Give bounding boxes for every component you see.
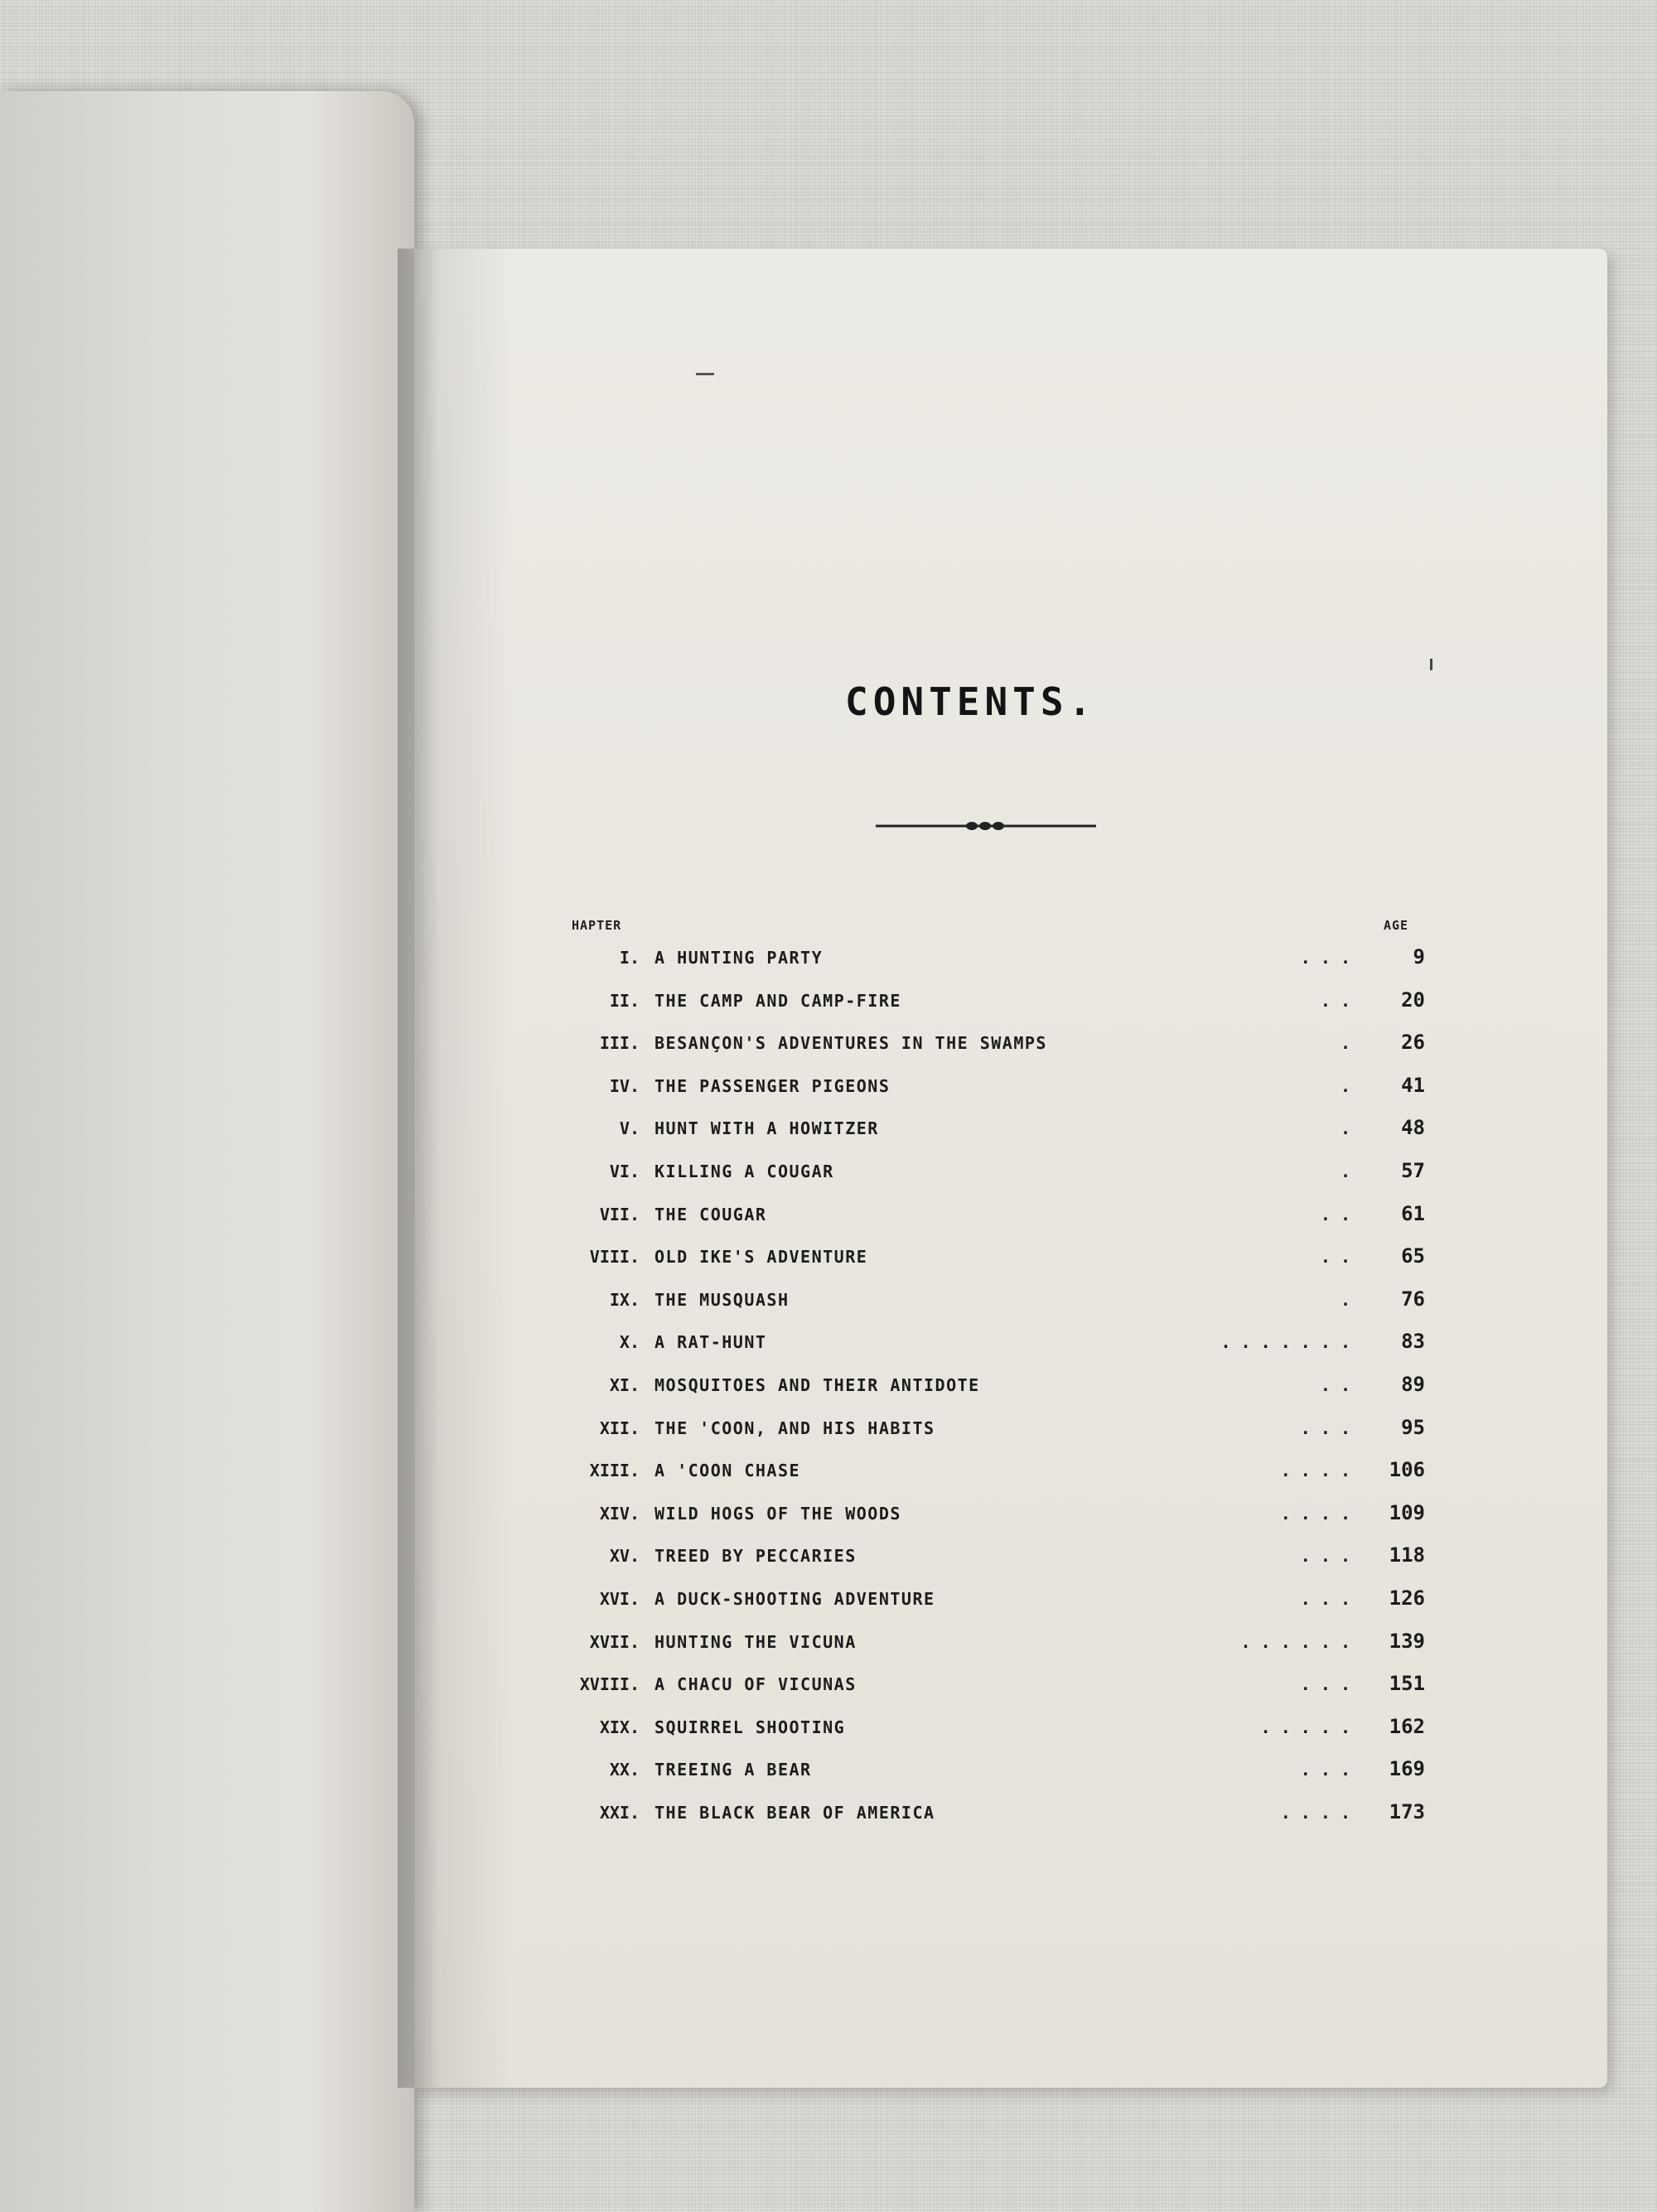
toc-row [572, 979, 1425, 1022]
page-number: 65 [1401, 1244, 1425, 1268]
toc-row [572, 1278, 1425, 1321]
chapter-title: THE MUSQUASH [655, 1289, 790, 1310]
leader-dots: . . . [1300, 1760, 1350, 1780]
leader-dots: . . [1320, 990, 1350, 1011]
page-number: 162 [1389, 1714, 1425, 1738]
leader-dots: . . . . . [1260, 1717, 1350, 1737]
leader-dots: . . . . [1280, 1802, 1350, 1823]
page-column-header: AGE [1384, 918, 1409, 933]
leader-dots: . . [1320, 1204, 1350, 1224]
chapter-number: XIX. [599, 1717, 640, 1737]
page-number: 109 [1389, 1500, 1425, 1524]
chapter-number: VI. [609, 1161, 640, 1181]
chapter-title: A 'COON CHASE [655, 1461, 801, 1481]
left-page [0, 91, 414, 2212]
chapter-title: TREED BY PECCARIES [655, 1546, 857, 1567]
toc-row [572, 1321, 1425, 1364]
chapter-number: XX. [609, 1760, 640, 1780]
chapter-title: TREEING A BEAR [655, 1760, 812, 1780]
leader-dots: . . . [1300, 1588, 1350, 1609]
chapter-number: III. [599, 1033, 640, 1054]
page-number: 173 [1389, 1799, 1425, 1823]
chapter-column-header: HAPTER [572, 918, 622, 933]
toc-row [572, 1449, 1425, 1492]
toc-row [572, 1407, 1425, 1450]
chapter-title: A CHACU OF VICUNAS [655, 1674, 857, 1695]
toc-row [572, 1021, 1425, 1065]
page-number: 26 [1401, 1031, 1425, 1055]
toc-row [572, 1663, 1425, 1706]
page-number: 83 [1401, 1330, 1425, 1354]
chapter-number: XIII. [589, 1461, 640, 1481]
chapter-number: V. [619, 1118, 640, 1139]
chapter-number: XI. [609, 1374, 640, 1395]
page-number: 41 [1401, 1073, 1425, 1097]
toc-row [572, 1577, 1425, 1620]
chapter-number: IX. [609, 1289, 640, 1310]
chapter-title: BESANÇON'S ADVENTURES IN THE SWAMPS [655, 1033, 1047, 1054]
chapter-number: XVII. [589, 1631, 640, 1652]
chapter-title: HUNTING THE VICUNA [655, 1631, 857, 1652]
toc-row [572, 1791, 1425, 1834]
chapter-title: THE PASSENGER PIGEONS [655, 1075, 891, 1096]
leader-dots: . . . . [1280, 1503, 1350, 1524]
leader-dots: . [1340, 1161, 1350, 1181]
leader-dots: . [1340, 1289, 1350, 1310]
leader-dots: . . . [1300, 948, 1350, 968]
chapter-number: XXI. [599, 1802, 640, 1823]
chapter-title: THE CAMP AND CAMP-FIRE [655, 990, 901, 1011]
chapter-number: VII. [599, 1204, 640, 1224]
chapter-title: THE COUGAR [655, 1204, 767, 1224]
toc-row [572, 1065, 1425, 1108]
page-number: 126 [1389, 1586, 1425, 1610]
ornament-rule-icon [874, 816, 1098, 836]
chapter-number: II. [609, 990, 640, 1011]
paper-mark [696, 373, 714, 375]
chapter-number: XVIII. [579, 1674, 640, 1695]
leader-dots: . [1340, 1033, 1350, 1054]
page-number: 106 [1389, 1458, 1425, 1482]
toc-row [572, 1706, 1425, 1749]
leader-dots: . . . . . . [1240, 1631, 1350, 1652]
toc-row [572, 1107, 1425, 1150]
page-number: 9 [1413, 945, 1425, 968]
chapter-number: I. [619, 948, 640, 968]
toc-row [572, 936, 1425, 979]
toc-row [572, 1492, 1425, 1535]
leader-dots: . . . . . . . [1220, 1332, 1350, 1353]
chapter-title: A DUCK-SHOOTING ADVENTURE [655, 1588, 935, 1609]
page-number: 169 [1389, 1757, 1425, 1781]
page-number: 48 [1401, 1116, 1425, 1140]
chapter-number: XII. [599, 1418, 640, 1438]
toc-row [572, 1235, 1425, 1278]
leader-dots: . . [1320, 1374, 1350, 1395]
paper-mark [1430, 659, 1432, 670]
page-number: 57 [1401, 1158, 1425, 1182]
page-number: 151 [1389, 1672, 1425, 1696]
chapter-title: HUNT WITH A HOWITZER [655, 1118, 879, 1139]
page-number: 20 [1401, 988, 1425, 1012]
chapter-number: XVI. [599, 1588, 640, 1609]
chapter-number: XIV. [599, 1503, 640, 1524]
page-number: 118 [1389, 1543, 1425, 1567]
chapter-title: SQUIRREL SHOOTING [655, 1717, 846, 1737]
leader-dots: . . . [1300, 1674, 1350, 1695]
leader-dots: . . [1320, 1247, 1350, 1268]
book-gutter [398, 249, 439, 2088]
leader-dots: . . . [1300, 1546, 1350, 1567]
toc-row [572, 1748, 1425, 1791]
leader-dots: . [1340, 1118, 1350, 1139]
chapter-number: IV. [609, 1075, 640, 1096]
chapter-title: WILD HOGS OF THE WOODS [655, 1503, 901, 1524]
chapter-title: A HUNTING PARTY [655, 948, 824, 968]
toc-row [572, 1620, 1425, 1664]
leader-dots: . [1340, 1075, 1350, 1096]
chapter-title: OLD IKE'S ADVENTURE [655, 1247, 868, 1268]
toc-list [572, 936, 1425, 1833]
page-number: 95 [1401, 1415, 1425, 1439]
page-number: 89 [1401, 1372, 1425, 1396]
chapter-title: KILLING A COUGAR [655, 1161, 834, 1181]
chapter-title: THE 'COON, AND HIS HABITS [655, 1418, 935, 1438]
chapter-number: XV. [609, 1546, 640, 1567]
toc-row [572, 1534, 1425, 1577]
toc-row [572, 1193, 1425, 1236]
toc-row [572, 1364, 1425, 1407]
page-title: CONTENTS. [845, 679, 1097, 724]
chapter-number: X. [619, 1332, 640, 1353]
toc-row [572, 1150, 1425, 1193]
chapter-title: MOSQUITOES AND THEIR ANTIDOTE [655, 1374, 980, 1395]
chapter-number: VIII. [589, 1247, 640, 1268]
page-number: 61 [1401, 1201, 1425, 1225]
page-number: 139 [1389, 1629, 1425, 1653]
page-number: 76 [1401, 1287, 1425, 1311]
chapter-title: THE BLACK BEAR OF AMERICA [655, 1802, 935, 1823]
chapter-title: A RAT-HUNT [655, 1332, 767, 1353]
leader-dots: . . . . [1280, 1461, 1350, 1481]
leader-dots: . . . [1300, 1418, 1350, 1438]
